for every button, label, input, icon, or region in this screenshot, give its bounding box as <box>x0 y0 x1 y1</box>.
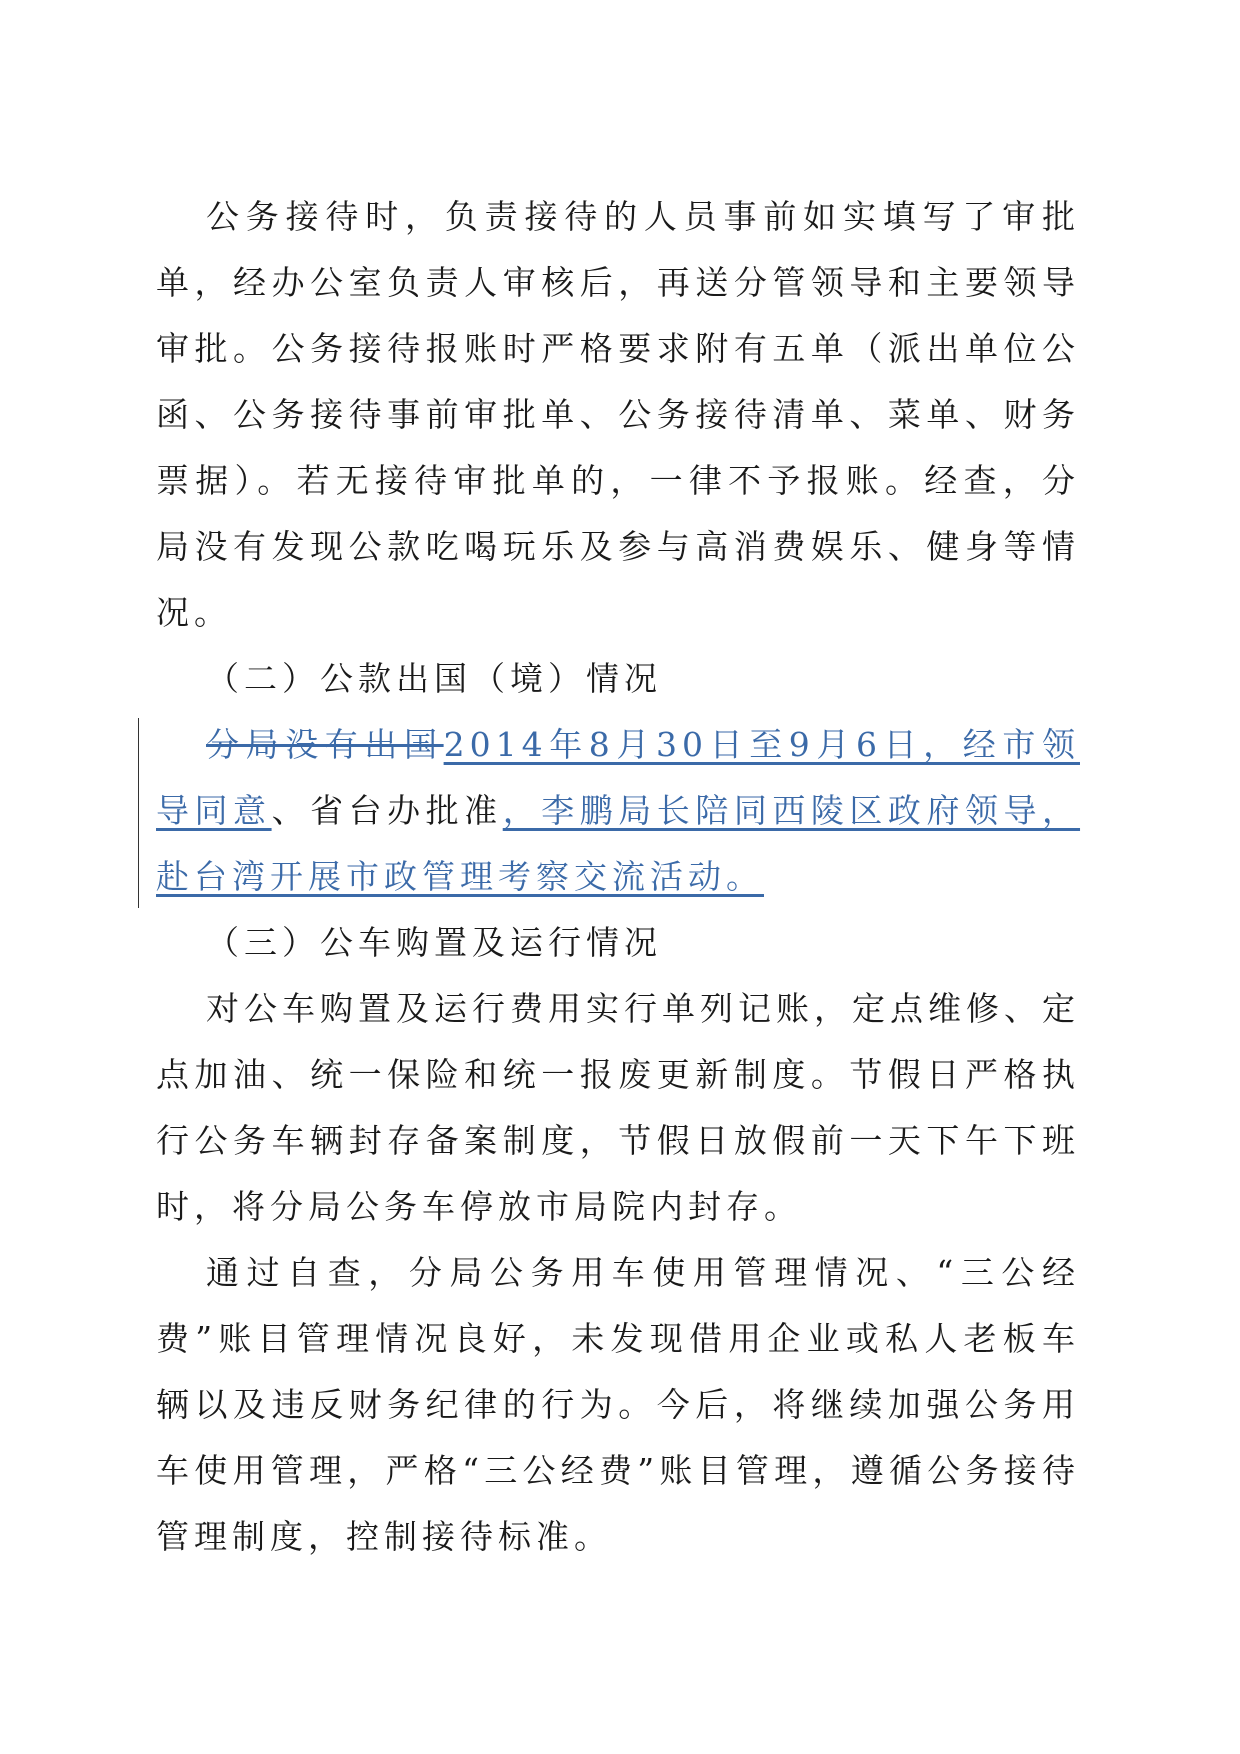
revised-paragraph-block <box>156 712 1080 910</box>
plain-text: 、省台办批准 <box>271 791 503 830</box>
heading-vehicles: （三）公车购置及运行情况 <box>206 923 662 962</box>
paragraph-vehicles: 对公车购置及运行费用实行单列记账，定点维修、定点加油、统一保险和统一报废更新制度。节假日严格执行公务车辆封存备案制度，节假日放假前一天下午下班时，将分局公务车停放市局院内封存。 <box>156 989 1080 1226</box>
paragraph-reception: 公务接待时，负责接待的人员事前如实填写了审批单，经办公室负责人审核后，再送分管领导和主要领导审批。公务接待报账时严格要求附有五单（派出单位公函、公务接待事前审批单、公务接待清单、菜单、财务票据）。若无接待审批单的，一律不予报账。经查，分局没有发现公款吃喝玩乐及参与高消费娱乐、健身等情况。 <box>156 197 1080 632</box>
paragraph-conclusion: 通过自查，分局公务用车使用管理情况、“三公经费”账目管理情况良好，未发现借用企业或私人老板车辆以及违反财务纪律的行为。今后，将继续加强公务用车使用管理，严格“三公经费”账目管理，遵循公务接待管理制度，控制接待标准。 <box>156 1253 1080 1556</box>
paragraph-abroad <box>156 712 1080 910</box>
heading-abroad: （二）公款出国（境）情况 <box>206 659 662 698</box>
change-bar <box>138 718 139 908</box>
document-body <box>156 184 1080 1570</box>
inserted-text: 2014年8月30日至9月6日，经市领导同意 <box>156 725 1080 830</box>
deleted-text: 分局没有出国 <box>206 725 444 764</box>
inserted-text: ，李鹏局长陪同西陵区政府领导，赴台湾开展市政管理考察交流活动。 <box>156 791 1081 896</box>
